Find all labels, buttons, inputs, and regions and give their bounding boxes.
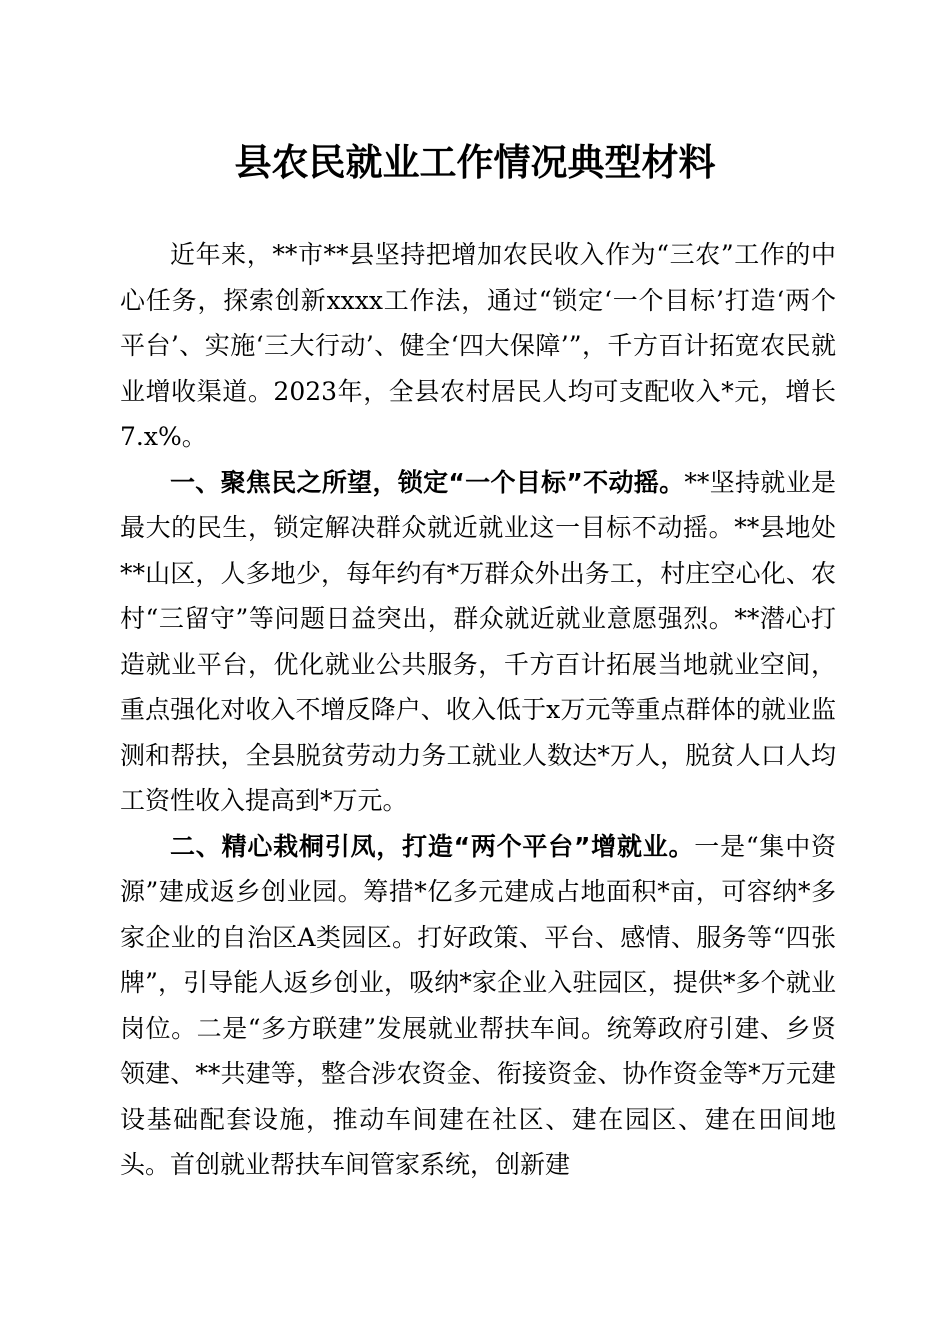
document-body [120,232,836,1188]
section-one-paragraph [120,460,836,824]
intro-paragraph [120,232,836,460]
paragraph-text: 一是“集中资源”建成返乡创业园。筹措*亿多元建成占地面积*亩，可容纳*多家企业的自治区A类园区。打好政策、平台、感情、服务等“四张牌”，引导能人返乡创业，吸纳*家企业入驻园区，提供*多个就业岗位。二是“多方联建”发展就业帮扶车间。统筹政府引建、乡贤领建、**共建等，整合涉农资金、衔接资金、协作资金等*万元建设基础配套设施，推动车间建在社区、建在园区、建在田间地头。首创就业帮扶车间管家系统，创新建 [120,831,836,1179]
paragraph-text: 近年来，**市**县坚持把增加农民收入作为“三农”工作的中心任务，探索创新xxxx工作法，通过“锁定‘一个目标’打造‘两个平台’、实施‘三大行动’、健全‘四大保障’”，千方百计拓宽农民就业增收渠道。2023年，全县农村居民人均可支配收入*元，增长7.x%。 [120,240,836,451]
section-two-paragraph [120,824,836,1188]
section-heading: 二、精心栽桐引凤，打造“两个平台”增就业。 [170,831,695,861]
document-title: 县农民就业工作情况典型材料 [234,140,716,184]
paragraph-text: **坚持就业是最大的民生，锁定解决群众就近就业这一目标不动摇。**县地处**山区，人多地少，每年约有*万群众外出务工，村庄空心化、农村“三留守”等问题日益突出，群众就近就业意愿强烈。**潜心打造就业平台，优化就业公共服务，千方百计拓展当地就业空间，重点强化对收入不增反降户、收入低于x万元等重点群体的就业监测和帮扶，全县脱贫劳动力务工就业人数达*万人，脱贫人口人均工资性收入提高到*万元。 [120,467,836,815]
section-heading: 一、聚焦民之所望，锁定“一个目标”不动摇。 [170,467,685,497]
